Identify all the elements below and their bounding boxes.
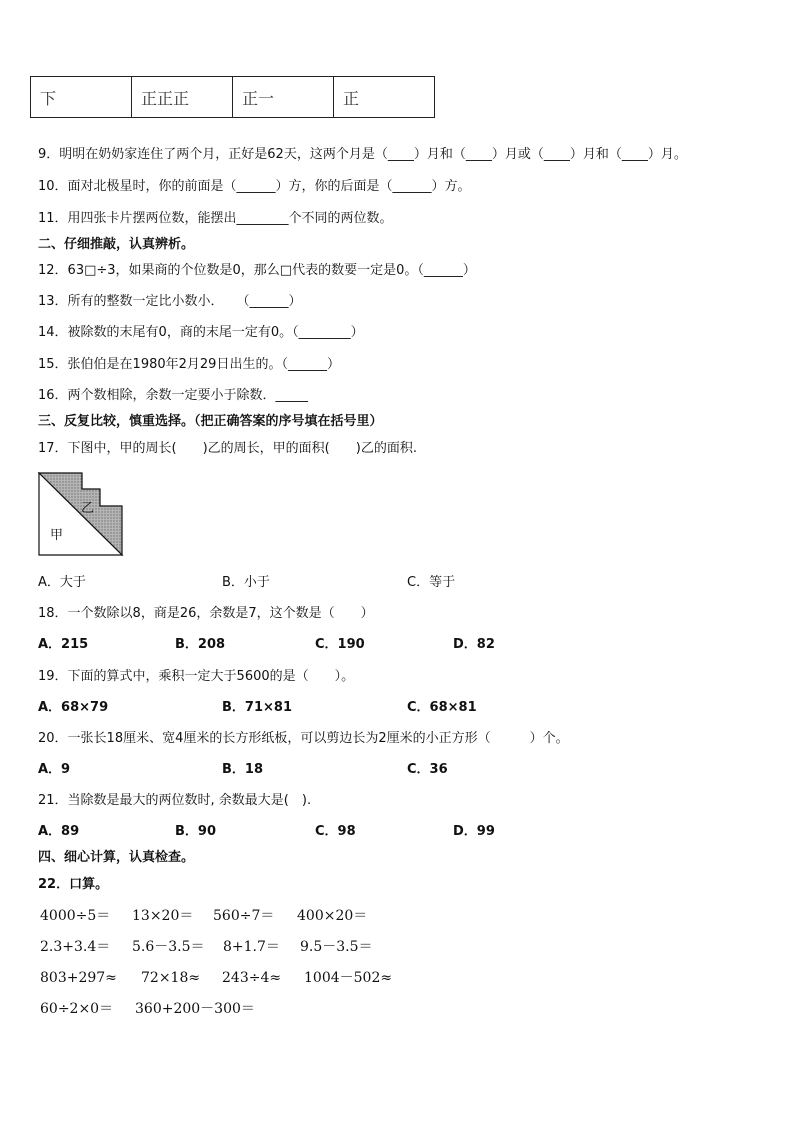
calc-item: 8+1.7＝	[223, 939, 280, 955]
q19-option-c[interactable]: C．68×81	[407, 700, 477, 715]
q18-option-a[interactable]: A．215	[38, 637, 89, 652]
q21-option-c[interactable]: C．98	[315, 824, 356, 839]
label-jia: 甲	[50, 528, 64, 543]
tally-table	[30, 76, 435, 118]
section-4-heading: 四、细心计算，认真检查。	[38, 850, 195, 865]
calc-item: 4000÷5＝	[40, 908, 111, 924]
tally-cell: 下	[31, 77, 132, 118]
q21-option-a[interactable]: A．89	[38, 824, 80, 839]
q20-option-b[interactable]: B．18	[222, 762, 263, 777]
question-15: 15．张伯伯是在1980年2月29日出生的。（______）	[38, 357, 340, 372]
question-14: 14．被除数的末尾有0，商的末尾一定有0。（________）	[38, 325, 364, 340]
calc-item: 13×20＝	[132, 908, 194, 924]
calc-item: 9.5－3.5＝	[300, 939, 373, 955]
question-18: 18．一个数除以8，商是26，余数是7，这个数是（ ）	[38, 606, 374, 621]
question-12: 12．63□÷3，如果商的个位数是0，那么□代表的数要一定是0。（______）	[38, 263, 476, 278]
calc-item: 60÷2×0＝	[40, 1001, 114, 1017]
question-11: 11．用四张卡片摆两位数，能摆出________个不同的两位数。	[38, 211, 393, 226]
tally-cell: 正	[334, 77, 435, 118]
question-20: 20．一张长18厘米、宽4厘米的长方形纸板，可以剪边长为2厘米的小正方形（ ）个。	[38, 731, 569, 746]
question-17: 17．下图中，甲的周长( )乙的周长，甲的面积( )乙的面积.	[38, 441, 417, 456]
question-21: 21．当除数是最大的两位数时, 余数最大是( ).	[38, 793, 312, 808]
section-3-heading: 三、反复比较，慎重选择。（把正确答案的序号填在括号里）	[38, 414, 383, 429]
tally-cell: 正一	[233, 77, 334, 118]
calc-item: 400×20＝	[297, 908, 368, 924]
calc-item: 2.3+3.4＝	[40, 939, 111, 955]
q21-option-b[interactable]: B．90	[175, 824, 216, 839]
question-13: 13．所有的整数一定比小数小． （______）	[38, 294, 302, 309]
q19-option-a[interactable]: A．68×79	[38, 700, 109, 715]
calc-item: 560÷7＝	[213, 908, 275, 924]
question-16: 16．两个数相除，余数一定要小于除数．_____	[38, 388, 309, 403]
q20-option-a[interactable]: A．9	[38, 762, 71, 777]
calc-item: 360+200－300＝	[135, 1001, 255, 1017]
calc-item: 1004－502≈	[304, 970, 393, 986]
calc-item: 803+297≈	[40, 970, 117, 986]
question-22: 22．口算。	[38, 877, 109, 892]
section-2-heading: 二、仔细推敲，认真辨析。	[38, 237, 195, 252]
q18-option-c[interactable]: C．190	[315, 637, 365, 652]
calc-item: 72×18≈	[141, 970, 201, 986]
label-yi: 乙	[81, 501, 95, 516]
question-19: 19．下面的算式中，乘积一定大于5600的是（ ）。	[38, 669, 355, 684]
q17-option-a[interactable]: A．大于	[38, 575, 86, 590]
calc-item: 243÷4≈	[222, 970, 282, 986]
q18-option-d[interactable]: D．82	[453, 637, 495, 652]
question-9: 9．明明在奶奶家连住了两个月，正好是62天，这两个月是（____）月和（____）月或（____）月和（____）月。	[38, 147, 687, 162]
question-10: 10．面对北极星时，你的前面是（______）方，你的后面是（______）方。	[38, 179, 471, 194]
q20-option-c[interactable]: C．36	[407, 762, 448, 777]
q17-option-c[interactable]: C．等于	[407, 575, 456, 590]
calc-item: 5.6－3.5＝	[132, 939, 205, 955]
q19-option-b[interactable]: B．71×81	[222, 700, 292, 715]
tally-cell: 正正正	[132, 77, 233, 118]
q21-option-d[interactable]: D．99	[453, 824, 495, 839]
square-figure	[38, 472, 124, 556]
q18-option-b[interactable]: B．208	[175, 637, 226, 652]
q17-option-b[interactable]: B．小于	[222, 575, 270, 590]
